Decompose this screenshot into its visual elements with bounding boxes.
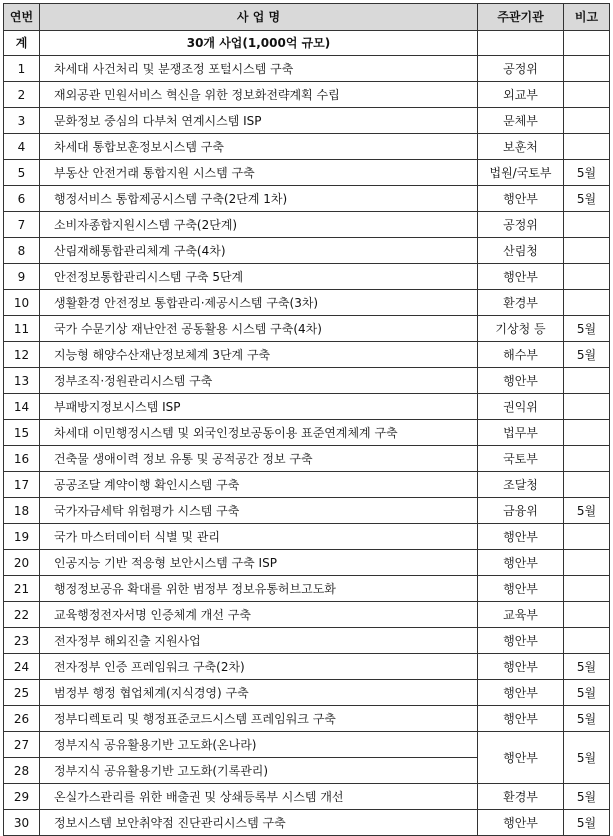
row-name: 정부조직·정원관리시스템 구축 bbox=[40, 368, 478, 394]
row-org: 법무부 bbox=[478, 420, 564, 446]
row-name: 차세대 사건처리 및 분쟁조정 포털시스템 구축 bbox=[40, 56, 478, 82]
row-org: 산림청 bbox=[478, 238, 564, 264]
row-org: 행안부 bbox=[478, 264, 564, 290]
row-name: 전자정부 인증 프레임워크 구축(2차) bbox=[40, 654, 478, 680]
table-row bbox=[4, 82, 610, 108]
row-no: 18 bbox=[4, 498, 40, 524]
row-name: 인공지능 기반 적응형 보안시스템 구축 ISP bbox=[40, 550, 478, 576]
table-row bbox=[4, 628, 610, 654]
table-row bbox=[4, 290, 610, 316]
row-no: 26 bbox=[4, 706, 40, 732]
table-row bbox=[4, 550, 610, 576]
row-no: 14 bbox=[4, 394, 40, 420]
row-note bbox=[564, 238, 610, 264]
total-name: 30개 사업(1,000억 규모) bbox=[40, 31, 478, 56]
row-no: 5 bbox=[4, 160, 40, 186]
row-note: 5월 bbox=[564, 160, 610, 186]
row-note bbox=[564, 264, 610, 290]
row-org: 행안부 bbox=[478, 576, 564, 602]
row-org: 법원/국토부 bbox=[478, 160, 564, 186]
row-no: 12 bbox=[4, 342, 40, 368]
row-name: 부동산 안전거래 통합지원 시스템 구축 bbox=[40, 160, 478, 186]
row-note bbox=[564, 134, 610, 160]
row-no: 28 bbox=[4, 758, 40, 784]
row-no: 1 bbox=[4, 56, 40, 82]
row-note: 5월 bbox=[564, 732, 610, 784]
table-row bbox=[4, 368, 610, 394]
project-table bbox=[3, 3, 610, 836]
row-org: 행안부 bbox=[478, 524, 564, 550]
row-org: 교육부 bbox=[478, 602, 564, 628]
header-row bbox=[4, 4, 610, 31]
row-note: 5월 bbox=[564, 186, 610, 212]
row-no: 29 bbox=[4, 784, 40, 810]
row-no: 20 bbox=[4, 550, 40, 576]
row-no: 7 bbox=[4, 212, 40, 238]
total-no: 계 bbox=[4, 31, 40, 56]
table-row bbox=[4, 680, 610, 706]
row-name: 차세대 이민행정시스템 및 외국인정보공동이용 표준연계체계 구축 bbox=[40, 420, 478, 446]
row-org: 공정위 bbox=[478, 56, 564, 82]
header-name: 사 업 명 bbox=[40, 4, 478, 31]
table-row bbox=[4, 160, 610, 186]
row-note bbox=[564, 602, 610, 628]
row-name: 정보시스템 보안취약점 진단관리시스템 구축 bbox=[40, 810, 478, 836]
row-no: 23 bbox=[4, 628, 40, 654]
row-no: 25 bbox=[4, 680, 40, 706]
header-org: 주관기관 bbox=[478, 4, 564, 31]
row-note bbox=[564, 550, 610, 576]
table-row bbox=[4, 654, 610, 680]
row-no: 4 bbox=[4, 134, 40, 160]
row-no: 24 bbox=[4, 654, 40, 680]
row-name: 차세대 통합보훈정보시스템 구축 bbox=[40, 134, 478, 160]
row-name: 건축물 생애이력 정보 유통 및 공적공간 정보 구축 bbox=[40, 446, 478, 472]
row-no: 22 bbox=[4, 602, 40, 628]
row-note bbox=[564, 420, 610, 446]
row-name: 소비자종합지원시스템 구축(2단계) bbox=[40, 212, 478, 238]
row-name: 정부지식 공유활용기반 고도화(온나라) bbox=[40, 732, 478, 758]
total-row bbox=[4, 31, 610, 56]
row-note bbox=[564, 472, 610, 498]
row-no: 10 bbox=[4, 290, 40, 316]
table-row bbox=[4, 342, 610, 368]
row-org: 행안부 bbox=[478, 186, 564, 212]
row-org: 행안부 bbox=[478, 628, 564, 654]
table-row bbox=[4, 212, 610, 238]
total-org bbox=[478, 31, 564, 56]
row-org: 외교부 bbox=[478, 82, 564, 108]
table-row bbox=[4, 238, 610, 264]
row-name: 국가 마스터데이터 식별 및 관리 bbox=[40, 524, 478, 550]
row-note: 5월 bbox=[564, 498, 610, 524]
row-note bbox=[564, 108, 610, 134]
row-note bbox=[564, 628, 610, 654]
row-note: 5월 bbox=[564, 784, 610, 810]
row-name: 국가 수문기상 재난안전 공동활용 시스템 구축(4차) bbox=[40, 316, 478, 342]
table-row bbox=[4, 602, 610, 628]
table-row bbox=[4, 134, 610, 160]
table-row bbox=[4, 472, 610, 498]
row-name: 정부지식 공유활용기반 고도화(기록관리) bbox=[40, 758, 478, 784]
row-note bbox=[564, 368, 610, 394]
row-no: 3 bbox=[4, 108, 40, 134]
table-row bbox=[4, 784, 610, 810]
row-name: 국가자금세탁 위험평가 시스템 구축 bbox=[40, 498, 478, 524]
row-no: 27 bbox=[4, 732, 40, 758]
row-no: 21 bbox=[4, 576, 40, 602]
row-name: 공공조달 계약이행 확인시스템 구축 bbox=[40, 472, 478, 498]
table-row bbox=[4, 420, 610, 446]
row-name: 산림재해통합관리체계 구축(4차) bbox=[40, 238, 478, 264]
table-row bbox=[4, 706, 610, 732]
row-org: 행안부 bbox=[478, 550, 564, 576]
row-no: 17 bbox=[4, 472, 40, 498]
table-row bbox=[4, 576, 610, 602]
row-name: 전자정부 해외진출 지원사업 bbox=[40, 628, 478, 654]
row-note bbox=[564, 524, 610, 550]
row-note bbox=[564, 446, 610, 472]
total-note bbox=[564, 31, 610, 56]
row-note: 5월 bbox=[564, 316, 610, 342]
row-org: 행안부 bbox=[478, 706, 564, 732]
header-no: 연번 bbox=[4, 4, 40, 31]
row-org: 해수부 bbox=[478, 342, 564, 368]
row-no: 30 bbox=[4, 810, 40, 836]
row-org: 행안부 bbox=[478, 680, 564, 706]
row-no: 9 bbox=[4, 264, 40, 290]
row-org: 환경부 bbox=[478, 290, 564, 316]
row-no: 11 bbox=[4, 316, 40, 342]
row-org: 행안부 bbox=[478, 732, 564, 784]
row-name: 정부디렉토리 및 행정표준코드시스템 프레임워크 구축 bbox=[40, 706, 478, 732]
row-note: 5월 bbox=[564, 706, 610, 732]
row-org: 권익위 bbox=[478, 394, 564, 420]
row-note bbox=[564, 82, 610, 108]
row-no: 6 bbox=[4, 186, 40, 212]
row-name: 생활환경 안전정보 통합관리·제공시스템 구축(3차) bbox=[40, 290, 478, 316]
row-name: 지능형 해양수산재난정보체계 3단계 구축 bbox=[40, 342, 478, 368]
row-note bbox=[564, 290, 610, 316]
row-no: 2 bbox=[4, 82, 40, 108]
row-name: 재외공관 민원서비스 혁신을 위한 정보화전략계획 수립 bbox=[40, 82, 478, 108]
table-row bbox=[4, 108, 610, 134]
row-org: 금융위 bbox=[478, 498, 564, 524]
row-name: 행정서비스 통합제공시스템 구축(2단계 1차) bbox=[40, 186, 478, 212]
table-row bbox=[4, 264, 610, 290]
row-org: 행안부 bbox=[478, 368, 564, 394]
row-name: 교육행정전자서명 인증체계 개선 구축 bbox=[40, 602, 478, 628]
table-row bbox=[4, 186, 610, 212]
row-name: 안전정보통합관리시스템 구축 5단계 bbox=[40, 264, 478, 290]
row-name: 부패방지정보시스템 ISP bbox=[40, 394, 478, 420]
row-name: 온실가스관리를 위한 배출권 및 상쇄등록부 시스템 개선 bbox=[40, 784, 478, 810]
row-org: 행안부 bbox=[478, 654, 564, 680]
row-org: 보훈처 bbox=[478, 134, 564, 160]
row-no: 15 bbox=[4, 420, 40, 446]
row-note: 5월 bbox=[564, 342, 610, 368]
row-no: 8 bbox=[4, 238, 40, 264]
row-name: 범정부 행정 협업체계(지식경영) 구축 bbox=[40, 680, 478, 706]
row-org: 기상청 등 bbox=[478, 316, 564, 342]
table-row bbox=[4, 498, 610, 524]
row-note: 5월 bbox=[564, 810, 610, 836]
row-org: 행안부 bbox=[478, 810, 564, 836]
row-org: 조달청 bbox=[478, 472, 564, 498]
row-org: 문체부 bbox=[478, 108, 564, 134]
row-name: 행정정보공유 확대를 위한 범정부 정보유통허브고도화 bbox=[40, 576, 478, 602]
table-row bbox=[4, 810, 610, 836]
row-note bbox=[564, 212, 610, 238]
row-no: 16 bbox=[4, 446, 40, 472]
table-row bbox=[4, 732, 610, 758]
row-note bbox=[564, 394, 610, 420]
row-note: 5월 bbox=[564, 654, 610, 680]
row-org: 환경부 bbox=[478, 784, 564, 810]
row-org: 국토부 bbox=[478, 446, 564, 472]
table-row bbox=[4, 56, 610, 82]
table-row bbox=[4, 316, 610, 342]
table-row bbox=[4, 394, 610, 420]
row-note bbox=[564, 56, 610, 82]
row-note: 5월 bbox=[564, 680, 610, 706]
table-row bbox=[4, 524, 610, 550]
row-no: 19 bbox=[4, 524, 40, 550]
row-org: 공정위 bbox=[478, 212, 564, 238]
header-note: 비고 bbox=[564, 4, 610, 31]
row-no: 13 bbox=[4, 368, 40, 394]
row-name: 문화정보 중심의 다부처 연계시스템 ISP bbox=[40, 108, 478, 134]
table-row bbox=[4, 446, 610, 472]
row-note bbox=[564, 576, 610, 602]
